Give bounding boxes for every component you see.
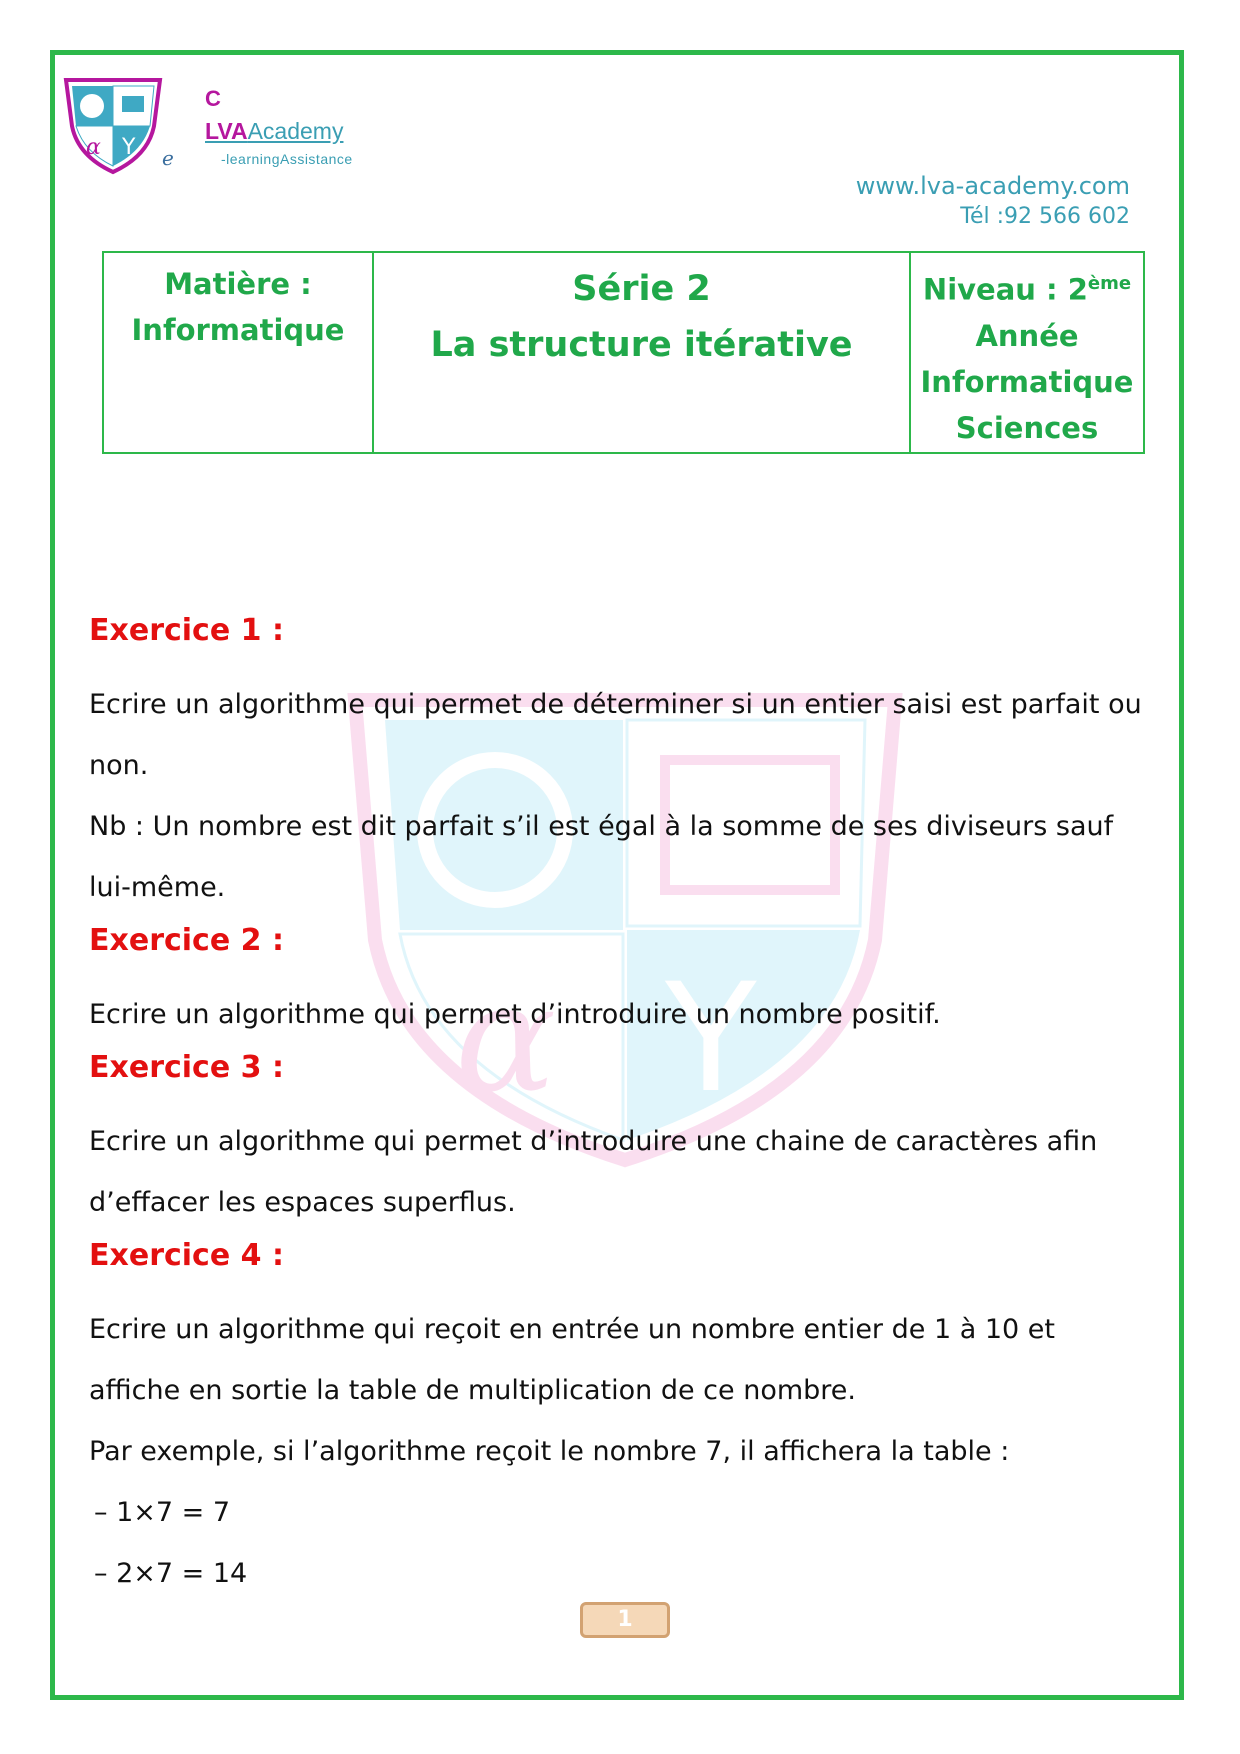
exercise-paragraph: Ecrire un algorithme qui permet de déterminer si un entier saisi est parfait ou non. bbox=[89, 689, 1142, 781]
series-topic: La structure itérative bbox=[430, 325, 853, 365]
level-line-3: Informatique bbox=[920, 364, 1134, 399]
subject-cell bbox=[103, 252, 373, 453]
brand-name bbox=[205, 118, 353, 145]
example-line: – 1×7 = 7 bbox=[94, 1497, 231, 1528]
brand-academy: Academy bbox=[247, 118, 344, 144]
example-line: – 2×7 = 14 bbox=[94, 1558, 248, 1589]
svg-text:α: α bbox=[455, 952, 557, 1126]
series-cell bbox=[373, 252, 910, 453]
exercise-title: Exercice 1 : bbox=[89, 613, 284, 648]
exercise-title: Exercice 3 : bbox=[89, 1050, 284, 1085]
exercise-content bbox=[89, 608, 1149, 1604]
page-number-badge: 1 bbox=[580, 1602, 670, 1638]
lva-shield-logo bbox=[58, 76, 168, 176]
brand-block bbox=[205, 86, 353, 167]
series-title: Série 2 bbox=[572, 269, 711, 309]
contact-block bbox=[856, 172, 1130, 229]
subject-value: Informatique bbox=[131, 313, 345, 347]
exercise-title: Exercice 4 : bbox=[89, 1238, 284, 1273]
svg-text:α: α bbox=[86, 135, 101, 160]
brand-lva: LVA bbox=[205, 118, 248, 144]
exercise-paragraph: Ecrire un algorithme qui permet d’introduire une chaine de caractères afin d’effacer les espaces superflus. bbox=[89, 1126, 1098, 1218]
level-superscript: ème bbox=[1087, 273, 1132, 294]
brand-e-mark: e bbox=[162, 146, 174, 170]
brand-subtitle: -learningAssistance bbox=[221, 151, 353, 167]
exercise-paragraph: Nb : Un nombre est dit parfait s’il est égal à la somme de ses diviseurs sauf lui-même. bbox=[89, 811, 1114, 903]
exercise-3 bbox=[89, 1045, 1149, 1233]
level-line-2: Année bbox=[975, 318, 1079, 353]
exercise-paragraph: Ecrire un algorithme qui permet d’introduire un nombre positif. bbox=[89, 999, 941, 1030]
phone-number: Tél :92 566 602 bbox=[960, 204, 1130, 229]
exercise-paragraph: Ecrire un algorithme qui reçoit en entrée un nombre entier de 1 à 10 et affiche en sortie la table de multiplication de ce nombre. bbox=[89, 1314, 1055, 1406]
info-table bbox=[102, 251, 1145, 454]
level-line-4: Sciences bbox=[955, 410, 1099, 445]
level-cell bbox=[910, 252, 1144, 453]
level-label: Niveau : 2ème bbox=[922, 272, 1132, 307]
svg-text:Y: Y bbox=[665, 952, 757, 1126]
exercise-paragraph: Par exemple, si l’algorithme reçoit le nombre 7, il affichera la table : bbox=[89, 1436, 1010, 1467]
exercise-1 bbox=[89, 608, 1149, 918]
subject-label: Matière : bbox=[164, 267, 312, 301]
exercise-4 bbox=[89, 1233, 1149, 1604]
exercise-title: Exercice 2 : bbox=[89, 923, 284, 958]
brand-c: C bbox=[205, 86, 221, 111]
exercise-2 bbox=[89, 918, 1149, 1045]
website-link[interactable]: www.lva-academy.com bbox=[855, 172, 1130, 200]
svg-text:Y: Y bbox=[122, 135, 136, 160]
